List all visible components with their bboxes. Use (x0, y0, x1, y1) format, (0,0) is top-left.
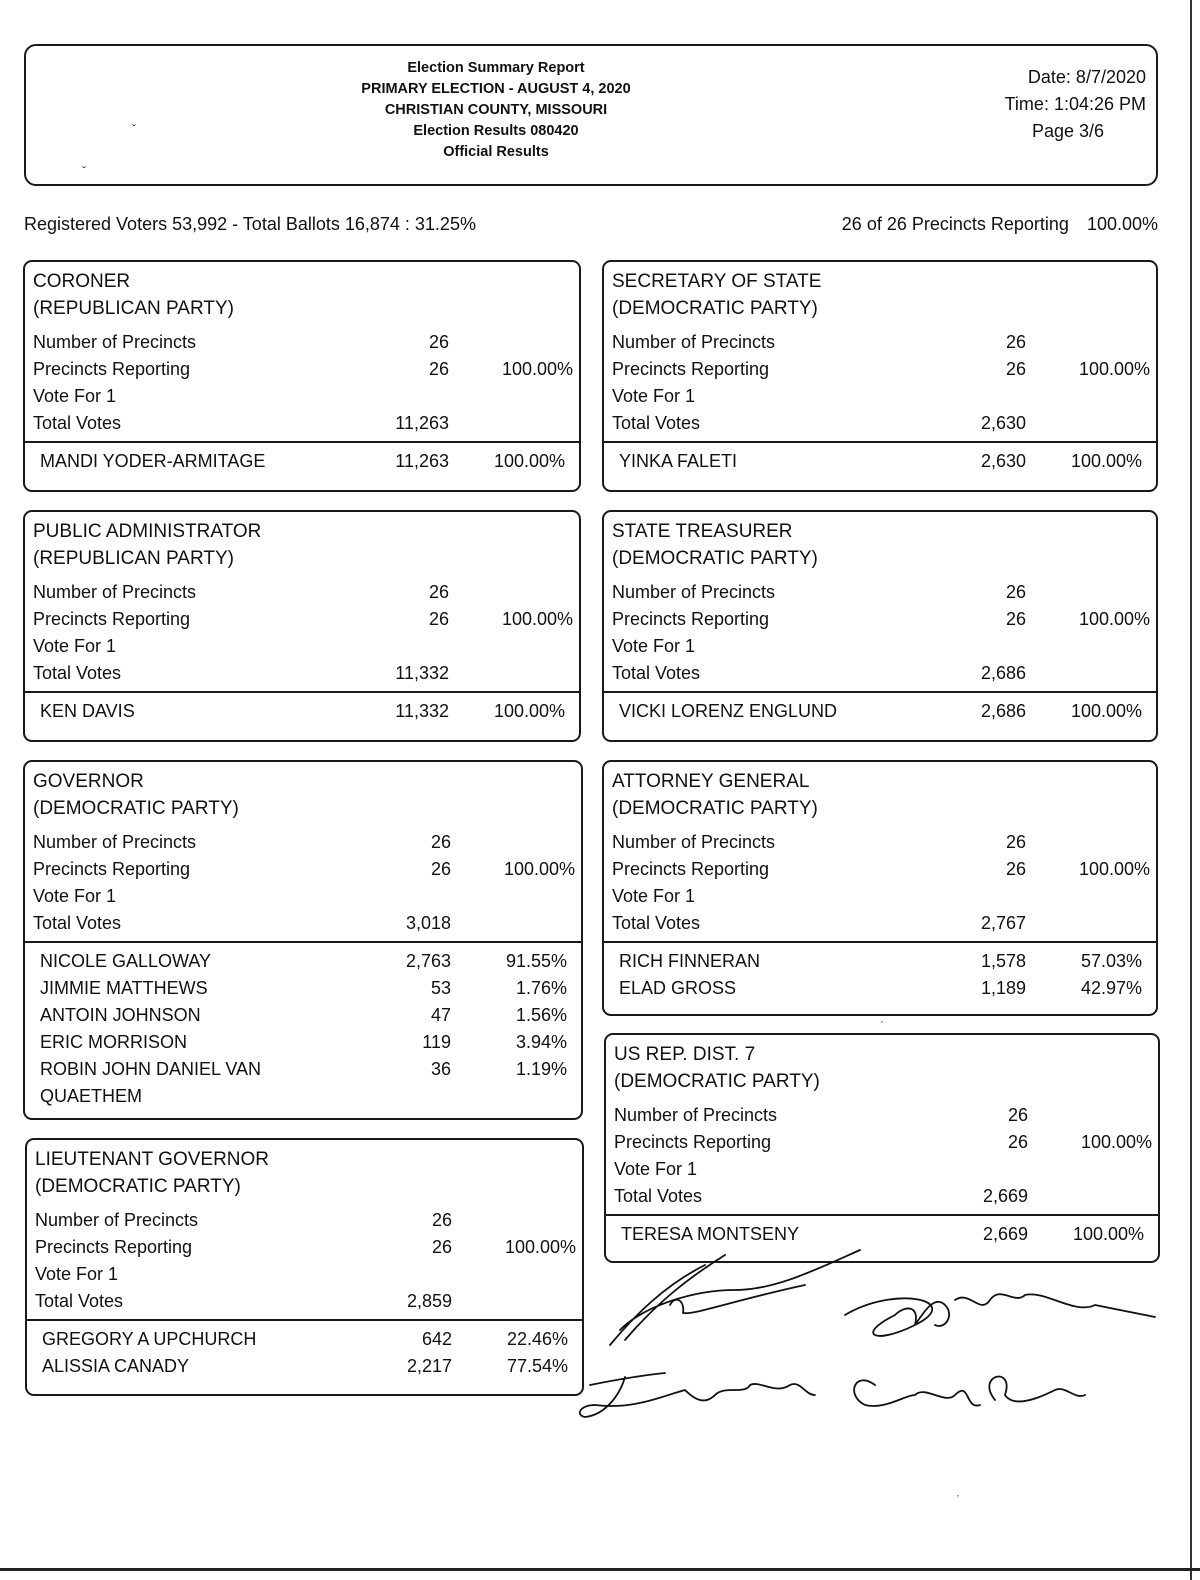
contest-title-block (606, 1035, 1158, 1095)
candidate-percent: 3.94% (515, 1032, 567, 1052)
candidate-name: GREGORY A UPCHURCH (42, 1329, 257, 1349)
stat-value: 26 (430, 832, 451, 852)
candidate-percent: 100.00% (1070, 451, 1142, 471)
stat-label: Vote For 1 (612, 636, 696, 656)
contest-stats (27, 1207, 582, 1315)
vote-for-row (604, 633, 1156, 660)
registered-voters-summary: Registered Voters 53,992 - Total Ballots 16,874 : 31.25% (24, 214, 476, 234)
scan-speck: ˇ (82, 164, 86, 178)
stat-label: Precincts Reporting (33, 859, 191, 879)
contest-public-administrator (23, 510, 581, 742)
candidate-percent: 57.03% (1080, 951, 1142, 971)
signature-stroke (610, 1250, 860, 1345)
stat-label: Total Votes (612, 913, 701, 933)
contest-lieutenant-governor (25, 1138, 584, 1396)
stat-label: Precincts Reporting (614, 1132, 772, 1152)
candidate-name: YINKA FALETI (619, 451, 738, 471)
contest-stats (604, 579, 1156, 687)
stat-value: 26 (1005, 609, 1026, 629)
stat-label: Vote For 1 (33, 386, 117, 406)
precincts-reporting-row (25, 356, 579, 383)
precincts-reporting-pct: 100.00% (1086, 214, 1158, 234)
candidate-row (604, 948, 1156, 975)
precincts-reporting-row (604, 856, 1156, 883)
candidate-row (25, 448, 579, 475)
stat-label: Number of Precincts (612, 582, 776, 602)
contest-stats (604, 829, 1156, 937)
total-votes-row (25, 410, 579, 437)
candidate-row (25, 975, 581, 1002)
candidate-row (604, 698, 1156, 725)
total-votes-row (25, 910, 581, 937)
contest-title-block (604, 512, 1156, 572)
stat-label: Vote For 1 (33, 886, 117, 906)
stat-value: 2,859 (406, 1291, 452, 1311)
candidate-votes: 2,669 (982, 1224, 1028, 1244)
vote-for-row (606, 1156, 1158, 1183)
stat-percent: 100.00% (504, 1237, 576, 1257)
candidate-votes: 36 (430, 1059, 451, 1079)
stat-label: Total Votes (33, 913, 122, 933)
stat-label: Total Votes (612, 413, 701, 433)
total-votes-row (604, 660, 1156, 687)
number-of-precincts-row (604, 329, 1156, 356)
stat-value: 2,686 (980, 663, 1026, 683)
candidate-name: TERESA MONTSENY (621, 1224, 800, 1244)
results-status: Official Results (443, 144, 549, 160)
stat-value: 26 (1005, 332, 1026, 352)
stat-percent: 100.00% (1080, 1132, 1152, 1152)
contest-stats (25, 329, 579, 437)
stat-percent: 100.00% (503, 859, 575, 879)
vote-for-row (25, 383, 579, 410)
candidate-name: ELAD GROSS (619, 978, 737, 998)
report-title-block (316, 58, 676, 163)
stat-label: Number of Precincts (33, 832, 197, 852)
number-of-precincts-row (604, 579, 1156, 606)
candidate-list (25, 693, 579, 725)
contest-title: ATTORNEY GENERAL (612, 771, 810, 792)
stat-value: 26 (431, 1210, 452, 1230)
candidate-list (25, 443, 579, 475)
stat-value: 26 (1007, 1105, 1028, 1125)
contest-title: SECRETARY OF STATE (612, 271, 822, 292)
contest-party: (DEMOCRATIC PARTY) (35, 1176, 241, 1197)
candidate-percent: 42.97% (1080, 978, 1142, 998)
contest-title-block (25, 512, 579, 572)
contest-stats (25, 579, 579, 687)
candidate-percent: 100.00% (1070, 701, 1142, 721)
stat-label: Total Votes (35, 1291, 124, 1311)
vote-for-row (25, 633, 579, 660)
total-votes-row (604, 910, 1156, 937)
stat-label: Vote For 1 (612, 386, 696, 406)
report-meta (1005, 64, 1146, 145)
stat-value: 26 (430, 859, 451, 879)
candidate-name: VICKI LORENZ ENGLUND (619, 701, 838, 721)
stat-value: 26 (1005, 359, 1026, 379)
stat-value: 2,630 (980, 413, 1026, 433)
candidate-percent: 1.76% (515, 978, 567, 998)
candidate-row (604, 975, 1156, 1002)
stat-label: Total Votes (33, 663, 122, 683)
stat-label: Precincts Reporting (33, 359, 191, 379)
stat-label: Vote For 1 (33, 636, 117, 656)
total-votes-row (604, 410, 1156, 437)
candidate-name: ROBIN JOHN DANIEL VAN QUAETHEM (40, 1059, 262, 1106)
stat-value: 3,018 (405, 913, 451, 933)
contest-stats (604, 329, 1156, 437)
candidate-name: NICOLE GALLOWAY (40, 951, 212, 971)
stat-percent: 100.00% (501, 609, 573, 629)
stat-label: Total Votes (612, 663, 701, 683)
stat-percent: 100.00% (1078, 609, 1150, 629)
scan-speck: ˇ (132, 122, 136, 136)
stat-label: Number of Precincts (33, 332, 197, 352)
contest-title-block (25, 262, 579, 322)
stat-label: Total Votes (614, 1186, 703, 1206)
candidate-row (25, 1056, 581, 1110)
candidate-row (25, 1029, 581, 1056)
candidate-name: RICH FINNERAN (619, 951, 761, 971)
candidate-percent: 91.55% (505, 951, 567, 971)
stat-value: 26 (1005, 832, 1026, 852)
candidate-row (604, 448, 1156, 475)
total-votes-row (25, 660, 579, 687)
stat-value: 26 (1005, 582, 1026, 602)
stat-percent: 100.00% (501, 359, 573, 379)
precincts-reporting-row (604, 356, 1156, 383)
candidate-row (25, 948, 581, 975)
candidate-votes: 53 (430, 978, 451, 998)
candidate-name: MANDI YODER-ARMITAGE (40, 451, 266, 471)
candidate-votes: 642 (421, 1329, 452, 1349)
page-edge (0, 1568, 1200, 1571)
contest-title: GOVERNOR (33, 771, 144, 792)
stat-percent: 100.00% (1078, 859, 1150, 879)
candidate-votes: 2,686 (980, 701, 1026, 721)
contest-party: (REPUBLICAN PARTY) (33, 298, 234, 319)
number-of-precincts-row (25, 579, 579, 606)
candidate-votes: 119 (422, 1032, 451, 1052)
signature-stroke (854, 1376, 1085, 1406)
candidate-percent: 100.00% (1072, 1224, 1144, 1244)
scan-speck: · (880, 1014, 884, 1028)
page-edge (1190, 0, 1192, 1580)
candidate-votes: 1,189 (980, 978, 1026, 998)
stat-label: Precincts Reporting (612, 359, 770, 379)
contest-stats (25, 829, 581, 937)
stat-value: 26 (428, 332, 449, 352)
report-time: Time: 1:04:26 PM (1004, 94, 1146, 114)
scan-speck: · (956, 1488, 960, 1502)
contest-secretary-of-state (602, 260, 1158, 492)
report-header (24, 44, 1158, 186)
stat-label: Precincts Reporting (35, 1237, 193, 1257)
county-name: CHRISTIAN COUNTY, MISSOURI (384, 102, 608, 118)
stat-label: Precincts Reporting (612, 609, 770, 629)
contest-title: STATE TREASURER (612, 521, 793, 542)
contest-party: (DEMOCRATIC PARTY) (614, 1071, 820, 1092)
stat-label: Number of Precincts (33, 582, 197, 602)
candidate-name: ANTOIN JOHNSON (40, 1005, 201, 1025)
precincts-reporting-text: 26 of 26 Precincts Reporting (841, 214, 1069, 234)
page-number: Page 3/6 (1031, 121, 1104, 141)
candidate-row (606, 1221, 1158, 1248)
contest-title: US REP. DIST. 7 (614, 1044, 756, 1065)
stat-label: Number of Precincts (612, 332, 776, 352)
stat-label: Number of Precincts (612, 832, 776, 852)
candidate-list (606, 1216, 1158, 1248)
stat-value: 11,332 (395, 663, 449, 683)
stat-label: Vote For 1 (35, 1264, 119, 1284)
contest-state-treasurer (602, 510, 1158, 742)
vote-for-row (25, 883, 581, 910)
candidate-votes: 11,332 (395, 701, 449, 721)
candidate-votes: 2,763 (405, 951, 451, 971)
results-id: Election Results 080420 (413, 123, 579, 139)
candidate-name: JIMMIE MATTHEWS (40, 978, 208, 998)
contest-governor (23, 760, 583, 1120)
handwritten-signatures (575, 1245, 1175, 1435)
contest-title-block (604, 262, 1156, 322)
stat-label: Vote For 1 (612, 886, 696, 906)
candidate-votes: 11,263 (395, 451, 449, 471)
vote-for-row (604, 383, 1156, 410)
stat-value: 26 (428, 609, 449, 629)
precincts-reporting-row (25, 606, 579, 633)
total-votes-row (27, 1288, 582, 1315)
stat-value: 26 (1005, 859, 1026, 879)
candidate-percent: 100.00% (493, 701, 565, 721)
contest-title: LIEUTENANT GOVERNOR (35, 1149, 270, 1170)
stat-value: 2,767 (980, 913, 1026, 933)
number-of-precincts-row (606, 1102, 1158, 1129)
candidate-votes: 2,630 (980, 451, 1026, 471)
contest-us-rep-dist-7 (604, 1033, 1160, 1263)
candidate-percent: 22.46% (506, 1329, 568, 1349)
candidate-name: KEN DAVIS (40, 701, 135, 721)
stat-value: 2,669 (982, 1186, 1028, 1206)
contest-title-block (604, 762, 1156, 822)
election-name: PRIMARY ELECTION - AUGUST 4, 2020 (361, 81, 631, 97)
precincts-reporting-row (604, 606, 1156, 633)
stat-label: Number of Precincts (35, 1210, 199, 1230)
candidate-list (604, 943, 1156, 1002)
signature-stroke (580, 1373, 815, 1417)
contest-party: (DEMOCRATIC PARTY) (612, 798, 818, 819)
stat-value: 26 (428, 359, 449, 379)
stat-label: Precincts Reporting (33, 609, 191, 629)
contest-party: (DEMOCRATIC PARTY) (612, 548, 818, 569)
total-votes-row (606, 1183, 1158, 1210)
candidate-votes: 2,217 (406, 1356, 452, 1376)
report-title: Election Summary Report (407, 60, 585, 76)
contest-party: (REPUBLICAN PARTY) (33, 548, 234, 569)
candidate-row (25, 1002, 581, 1029)
signature-stroke (845, 1294, 1155, 1336)
number-of-precincts-row (25, 329, 579, 356)
contest-title: PUBLIC ADMINISTRATOR (33, 521, 262, 542)
contest-attorney-general (602, 760, 1158, 1016)
stat-label: Precincts Reporting (612, 859, 770, 879)
candidate-list (25, 943, 581, 1110)
contest-title-block (25, 762, 581, 822)
stat-value: 11,263 (395, 413, 449, 433)
stat-label: Vote For 1 (614, 1159, 698, 1179)
stat-percent: 100.00% (1078, 359, 1150, 379)
contest-stats (606, 1102, 1158, 1210)
stat-label: Total Votes (33, 413, 122, 433)
number-of-precincts-row (25, 829, 581, 856)
candidate-row (27, 1353, 582, 1380)
precincts-summary (842, 214, 1158, 235)
precincts-reporting-row (27, 1234, 582, 1261)
candidate-percent: 100.00% (493, 451, 565, 471)
contest-party: (DEMOCRATIC PARTY) (612, 298, 818, 319)
candidate-votes: 1,578 (980, 951, 1026, 971)
stat-label: Number of Precincts (614, 1105, 778, 1125)
precincts-reporting-row (606, 1129, 1158, 1156)
candidate-row (27, 1326, 582, 1353)
candidate-list (604, 443, 1156, 475)
candidate-name: ERIC MORRISON (40, 1032, 188, 1052)
candidate-list (27, 1321, 582, 1380)
candidate-row (25, 698, 579, 725)
stat-value: 26 (1007, 1132, 1028, 1152)
number-of-precincts-row (604, 829, 1156, 856)
stat-value: 26 (428, 582, 449, 602)
contest-coroner (23, 260, 581, 492)
vote-for-row (27, 1261, 582, 1288)
candidate-list (604, 693, 1156, 725)
report-date: Date: 8/7/2020 (1027, 67, 1146, 87)
precincts-reporting-row (25, 856, 581, 883)
contest-title-block (27, 1140, 582, 1200)
candidate-name: ALISSIA CANADY (42, 1356, 190, 1376)
contest-party: (DEMOCRATIC PARTY) (33, 798, 239, 819)
candidate-votes: 47 (430, 1005, 451, 1025)
candidate-percent: 77.54% (506, 1356, 568, 1376)
candidate-percent: 1.56% (515, 1005, 567, 1025)
number-of-precincts-row (27, 1207, 582, 1234)
stat-value: 26 (431, 1237, 452, 1257)
vote-for-row (604, 883, 1156, 910)
contest-title: CORONER (33, 271, 131, 292)
candidate-percent: 1.19% (515, 1059, 567, 1079)
